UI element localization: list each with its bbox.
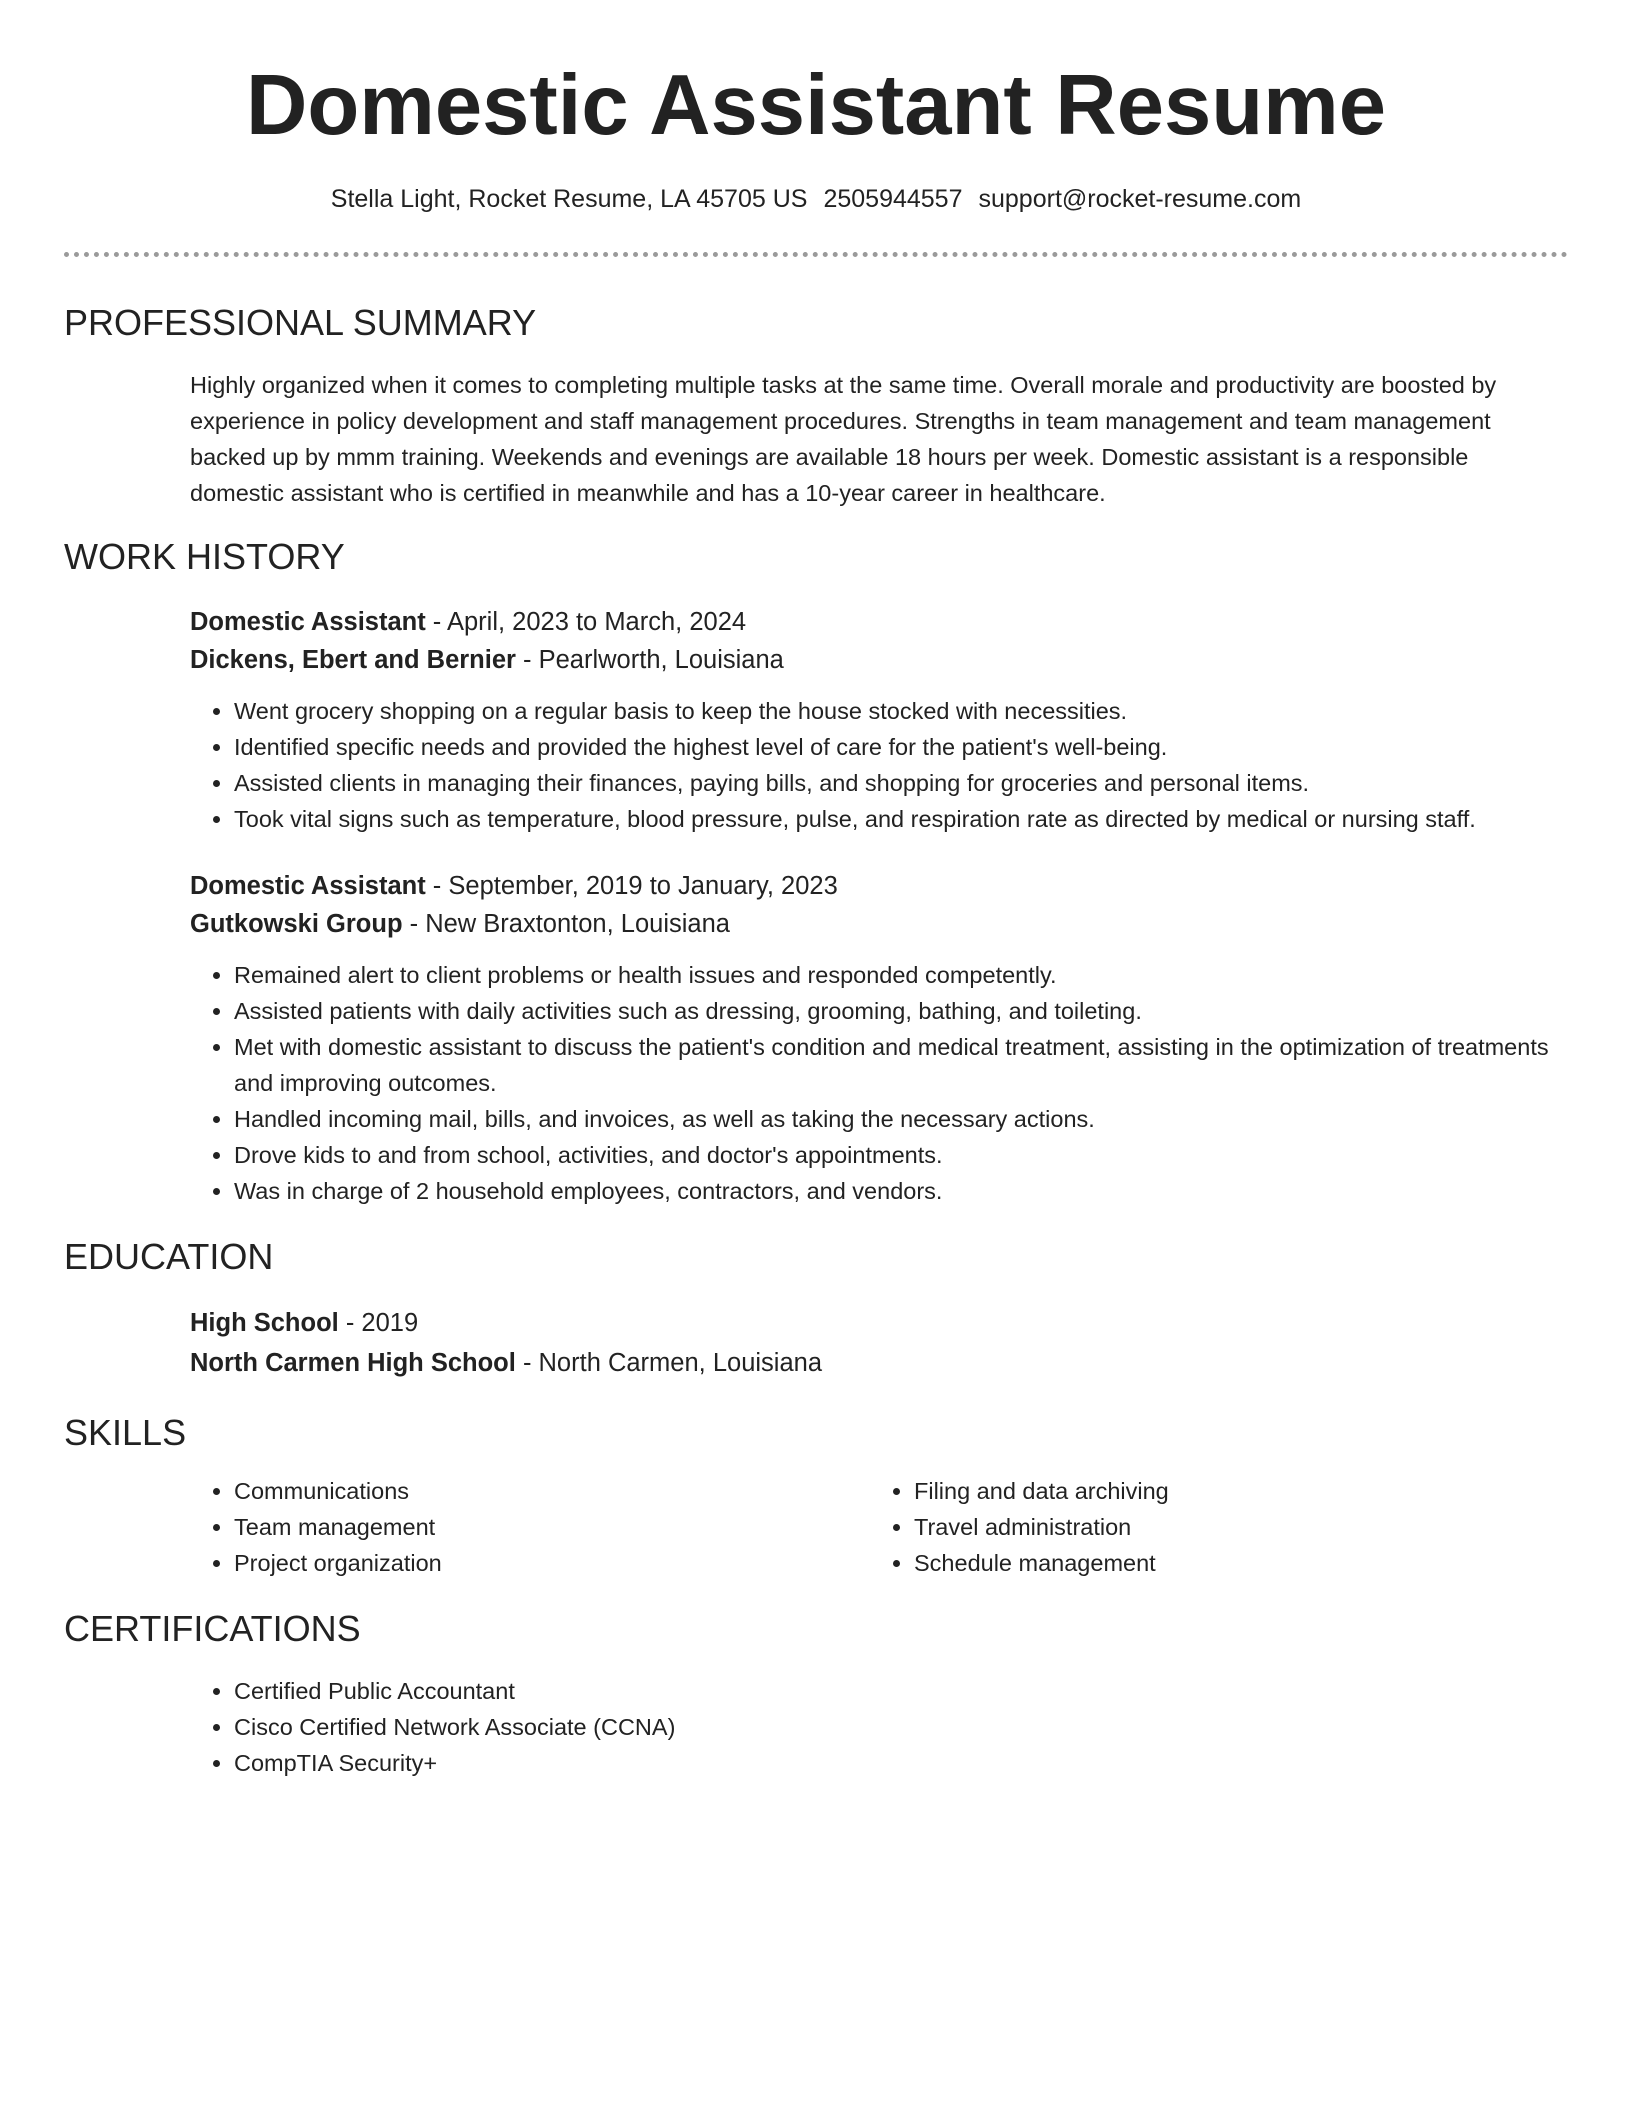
list-item: • Communications <box>234 1473 870 1509</box>
list-item: • Assisted clients in managing their finances, paying bills, and shopping for groceries and personal items. <box>234 765 1568 801</box>
list-item: • Travel administration <box>914 1509 1550 1545</box>
certifications-heading: CERTIFICATIONS <box>64 1608 361 1649</box>
list-item: • Team management <box>234 1509 870 1545</box>
summary-heading: PROFESSIONAL SUMMARY <box>64 302 537 343</box>
list-item: • Handled incoming mail, bills, and invoices, as well as taking the necessary actions. <box>234 1101 1568 1137</box>
job-title: Domestic Assistant <box>190 872 426 900</box>
skills-list-right <box>870 1473 1550 1581</box>
education-degree: High School <box>190 1309 339 1337</box>
list-item: • Identified specific needs and provided the highest level of care for the patient's well-being. <box>234 729 1568 765</box>
job-company: Dickens, Ebert and Bernier <box>190 646 516 674</box>
list-item: • Went grocery shopping on a regular basis to keep the house stocked with necessities. <box>234 693 1568 729</box>
job-company-line <box>190 641 1568 679</box>
contact-line <box>64 182 1568 216</box>
contact-email: support@rocket-resume.com <box>978 185 1302 213</box>
list-item: • Remained alert to client problems or health issues and responded competently. <box>234 957 1568 993</box>
job-location: - Pearlworth, Louisiana <box>515 646 784 674</box>
skills-heading: SKILLS <box>64 1412 187 1453</box>
work-history-heading: WORK HISTORY <box>64 536 345 577</box>
list-item: • Took vital signs such as temperature, blood pressure, pulse, and respiration rate as directed by medical or nursing staff. <box>234 801 1568 837</box>
education-entry <box>190 1303 1568 1383</box>
job-entry <box>190 603 1568 837</box>
education-heading: EDUCATION <box>64 1236 274 1277</box>
job-dates: - September, 2019 to January, 2023 <box>425 872 838 900</box>
education-degree-line <box>190 1303 1568 1343</box>
job-dates: - April, 2023 to March, 2024 <box>425 608 747 636</box>
list-item: • Schedule management <box>914 1545 1550 1581</box>
contact-phone: 2505944557 <box>823 185 963 213</box>
education-school: North Carmen High School <box>190 1349 516 1377</box>
job-title-line <box>190 867 1568 905</box>
education-location: - North Carmen, Louisiana <box>515 1349 822 1377</box>
job-duties-list <box>190 693 1568 837</box>
list-item: • Cisco Certified Network Associate (CCNA) <box>234 1709 1568 1745</box>
certifications-entry <box>190 1673 1568 1781</box>
list-item: • CompTIA Security+ <box>234 1745 1568 1781</box>
job-duties-list <box>190 957 1568 1209</box>
list-item: • Met with domestic assistant to discuss the patient's condition and medical treatment, assisting in the optimization of treatments and improving outcomes. <box>234 1029 1568 1101</box>
header-divider <box>64 252 1568 257</box>
job-company: Gutkowski Group <box>190 910 403 938</box>
job-title-line <box>190 603 1568 641</box>
list-item: • Assisted patients with daily activities such as dressing, grooming, bathing, and toileting. <box>234 993 1568 1029</box>
skills-list-left <box>190 1473 870 1581</box>
job-entry <box>190 867 1568 1209</box>
job-company-line <box>190 905 1568 943</box>
list-item: • Was in charge of 2 household employees, contractors, and vendors. <box>234 1173 1568 1209</box>
list-item: • Certified Public Accountant <box>234 1673 1568 1709</box>
education-year: - 2019 <box>338 1309 419 1337</box>
summary-text: Highly organized when it comes to completing multiple tasks at the same time. Overall morale and productivity are boosted by experience in policy development and staff management procedures. Strengths in team management and team management backed up by mmm training. Weekends and evenings are available 18 hours per week. Domestic assistant is a responsible domestic assistant who is certified in meanwhile and has a 10-year career in healthcare. <box>190 372 1497 506</box>
list-item: • Project organization <box>234 1545 870 1581</box>
list-item: • Drove kids to and from school, activities, and doctor's appointments. <box>234 1137 1568 1173</box>
education-school-line <box>190 1343 1568 1383</box>
certifications-list <box>190 1673 1568 1781</box>
skills-grid <box>190 1473 1568 1581</box>
job-title: Domestic Assistant <box>190 608 426 636</box>
contact-address: Stella Light, Rocket Resume, LA 45705 US <box>330 185 808 213</box>
job-location: - New Braxtonton, Louisiana <box>402 910 730 938</box>
list-item: • Filing and data archiving <box>914 1473 1550 1509</box>
resume-title: Domestic Assistant Resume <box>245 58 1387 153</box>
